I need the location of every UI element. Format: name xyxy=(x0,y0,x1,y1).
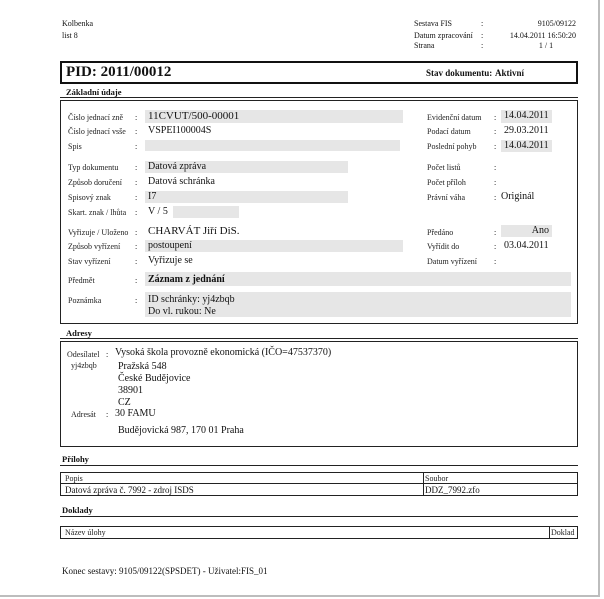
label-note: Poznámka xyxy=(68,296,102,305)
label-shred: Skart. znak / lhůta xyxy=(68,208,127,217)
label-sheet-count: Počet listů xyxy=(427,163,461,172)
document-status-value: Aktivní xyxy=(495,68,525,78)
label-last-move: Poslední pohyb xyxy=(427,142,477,151)
basic-data-box: Číslo jednací zně : 11CVUT/500-00001 Číslo jednací vsše : VSPEI100004S Spis : Typ dokumentu : Datová zpráva Způsob doručení : Datová schránka Spisový znak : I7 Skart. znak / lhůta : V / 5 Vyřizuje / Uloženo : CHARVÁT Jiří DiS. Způsob vyřízení : postoupení Stav vyřízení : Vyřizuje se Evidenční datum : 14.04.2011 Podací datum : 29.03.2011 Poslední pohyb : 14.04.2011 Počet listů : Počet příloh : Právní váha : Originál Předáno : Ano Vyřídit do : 03.04.2011 Datum vyřízení : Předmět : Záznam z jednání Poznámka : ID schránky: yj4zbqb Do vl. rukou: Ne xyxy=(60,100,578,324)
sender-city: České Budějovice xyxy=(118,373,191,384)
label-subject: Předmět xyxy=(68,276,95,285)
divider xyxy=(60,465,578,466)
label-doc-type: Typ dokumentu xyxy=(68,163,119,172)
value-legal-weight: Originál xyxy=(501,191,535,202)
value-file-mark: I7 xyxy=(145,191,348,203)
recipient-address: Budějovická 987, 170 01 Praha xyxy=(118,425,244,436)
label-handler: Vyřizuje / Uloženo xyxy=(68,228,129,237)
section-title-documents: Doklady xyxy=(62,505,93,515)
value-handler: CHARVÁT Jiří DiS. xyxy=(148,225,240,237)
page-number: 1 / 1 xyxy=(538,41,554,50)
org-name: Kolbenka xyxy=(62,19,94,28)
section-title-addresses: Adresy xyxy=(66,328,92,338)
report-number: 9105/09122 xyxy=(537,19,576,28)
value-file xyxy=(145,140,400,151)
sender-databox-id: yj4zbqb xyxy=(71,361,97,370)
col-task-name: Název úlohy xyxy=(65,528,106,537)
report-label: Sestava FIS xyxy=(414,19,452,28)
label-legal-weight: Právní váha xyxy=(427,193,465,202)
value-delivery: Datová schránka xyxy=(148,176,215,187)
value-ref-no-sender: VSPEI100004S xyxy=(148,125,212,136)
recipient-name: 30 FAMU xyxy=(115,408,156,419)
pid-bar xyxy=(60,61,578,84)
note-line-2: Do vl. rukou: Ne xyxy=(148,306,216,317)
col-description: Popis xyxy=(65,474,83,483)
section-title-basic: Základní údaje xyxy=(66,87,122,97)
col-document: Doklad xyxy=(551,528,575,537)
page-label: Strana xyxy=(414,41,435,50)
attachments-table xyxy=(60,472,578,496)
divider xyxy=(60,516,578,517)
sender-country: CZ xyxy=(118,397,131,408)
value-submission-date: 29.03.2011 xyxy=(504,125,549,136)
label-file: Spis xyxy=(68,142,82,151)
label-ref-no-ours: Číslo jednací zně xyxy=(68,113,124,122)
divider xyxy=(60,338,578,339)
addresses-box: Odesílatel : Vysoká škola provozně ekonomická (IČO=47537370) yj4zbqb Pražská 548 České Budějovice 38901 CZ Adresát : 30 FAMU Budějovická 987, 170 01 Praha xyxy=(60,341,578,447)
value-shred: V / 5 xyxy=(148,206,168,217)
label-delivery: Způsob doručení xyxy=(68,178,122,187)
label-file-mark: Spisový znak xyxy=(68,193,111,202)
report-page: Kolbenka list 8 Sestava FIS : 9105/09122 Datum zpracování : 14.04.2011 16:50:20 Strana : 1 / 1 PID: 2011/00012 Stav dokumentu: Aktivní Základní údaje Číslo jednací zně : 11CVUT/500-00001 Číslo jednací vsše : VSPEI100004S Spis : Typ dokumentu : Datová zpráva Způsob doručení : Datová schránka Spisový znak : I7 Skart. znak / lhůta : V / 5 Vyřizuje / Uloženo : CHARVÁT Jiří DiS. Způsob vyřízení : postoupení Stav vyřízení : Vyřizuje se Evidenční datum : 14.04.2011 Podací datum : 29.03.2011 Poslední pohyb : 14.04.2011 Počet listů : Počet příloh : Právní váha : Originál Předáno : Ano Vyřídit do : 03.04.2011 Datum vyřízení : Předmět : Záznam z jednání Poznámka : ID schránky: yj4zbqb Do vl. rukou: Ne Adresy Odesílatel : Vysoká škola provozně ekonomická (IČO=47537370) yj4zbqb Pražská 548 České Budějovice 38901 CZ Adresát : 30 FAMU Budějovická 987, 170 01 Praha Přílohy Popis Soubor Datová zpráva č. 7992 - zdroj ISDS DDZ_7992.zfo Doklady Název úlohy Doklad Konec sestavy: 9105/09122(SPSDET) - Uživatel:FIS_01 xyxy=(0,0,600,597)
label-attachment-count: Počet příloh xyxy=(427,178,466,187)
label-resolve-by: Vyřídit do xyxy=(427,242,460,251)
value-subject: Záznam z jednání xyxy=(148,274,225,285)
value-handed-over: Ano xyxy=(501,225,552,237)
label-resolved-date: Datum vyřízení xyxy=(427,257,477,266)
section-title-attachments: Přílohy xyxy=(62,454,89,464)
value-ref-no-ours: 11CVUT/500-00001 xyxy=(145,110,403,123)
value-resolution-method: postoupení xyxy=(145,240,403,252)
sender-zip: 38901 xyxy=(118,385,143,396)
value-resolve-by: 03.04.2011 xyxy=(504,240,549,251)
label-ref-no-sender: Číslo jednací vsše xyxy=(68,127,126,136)
label-handed-over: Předáno xyxy=(427,228,454,237)
sender-street: Pražská 548 xyxy=(118,361,167,372)
label-recipient: Adresát xyxy=(71,410,96,419)
divider xyxy=(60,97,578,98)
label-submission-date: Podací datum xyxy=(427,127,471,136)
value-doc-type: Datová zpráva xyxy=(145,161,348,173)
report-end: Konec sestavy: 9105/09122(SPSDET) - Uživatel:FIS_01 xyxy=(62,566,268,576)
pid-title: PID: 2011/00012 xyxy=(66,64,172,80)
value-resolution-state: Vyřizuje se xyxy=(148,255,193,266)
documents-table xyxy=(60,526,578,539)
label-resolution-method: Způsob vyřízení xyxy=(68,242,121,251)
sender-name: Vysoká škola provozně ekonomická (IČO=47537370) xyxy=(115,347,332,358)
sheet-number: list 8 xyxy=(62,31,78,40)
value-registration-date: 14.04.2011 xyxy=(501,110,552,123)
processed-label: Datum zpracování xyxy=(414,31,473,40)
attachment-file: DDZ_7992.zfo xyxy=(425,485,480,495)
value-last-move: 14.04.2011 xyxy=(501,140,552,152)
label-sender: Odesílatel xyxy=(67,350,100,359)
col-file: Soubor xyxy=(425,474,449,483)
processed-date: 14.04.2011 16:50:20 xyxy=(509,31,576,40)
label-resolution-state: Stav vyřízení xyxy=(68,257,111,266)
note-line-1: ID schránky: yj4zbqb xyxy=(148,294,235,305)
attachment-description: Datová zpráva č. 7992 - zdroj ISDS xyxy=(65,485,194,495)
label-registration-date: Evidenční datum xyxy=(427,113,482,122)
document-status-label: Stav dokumentu: xyxy=(426,68,493,78)
